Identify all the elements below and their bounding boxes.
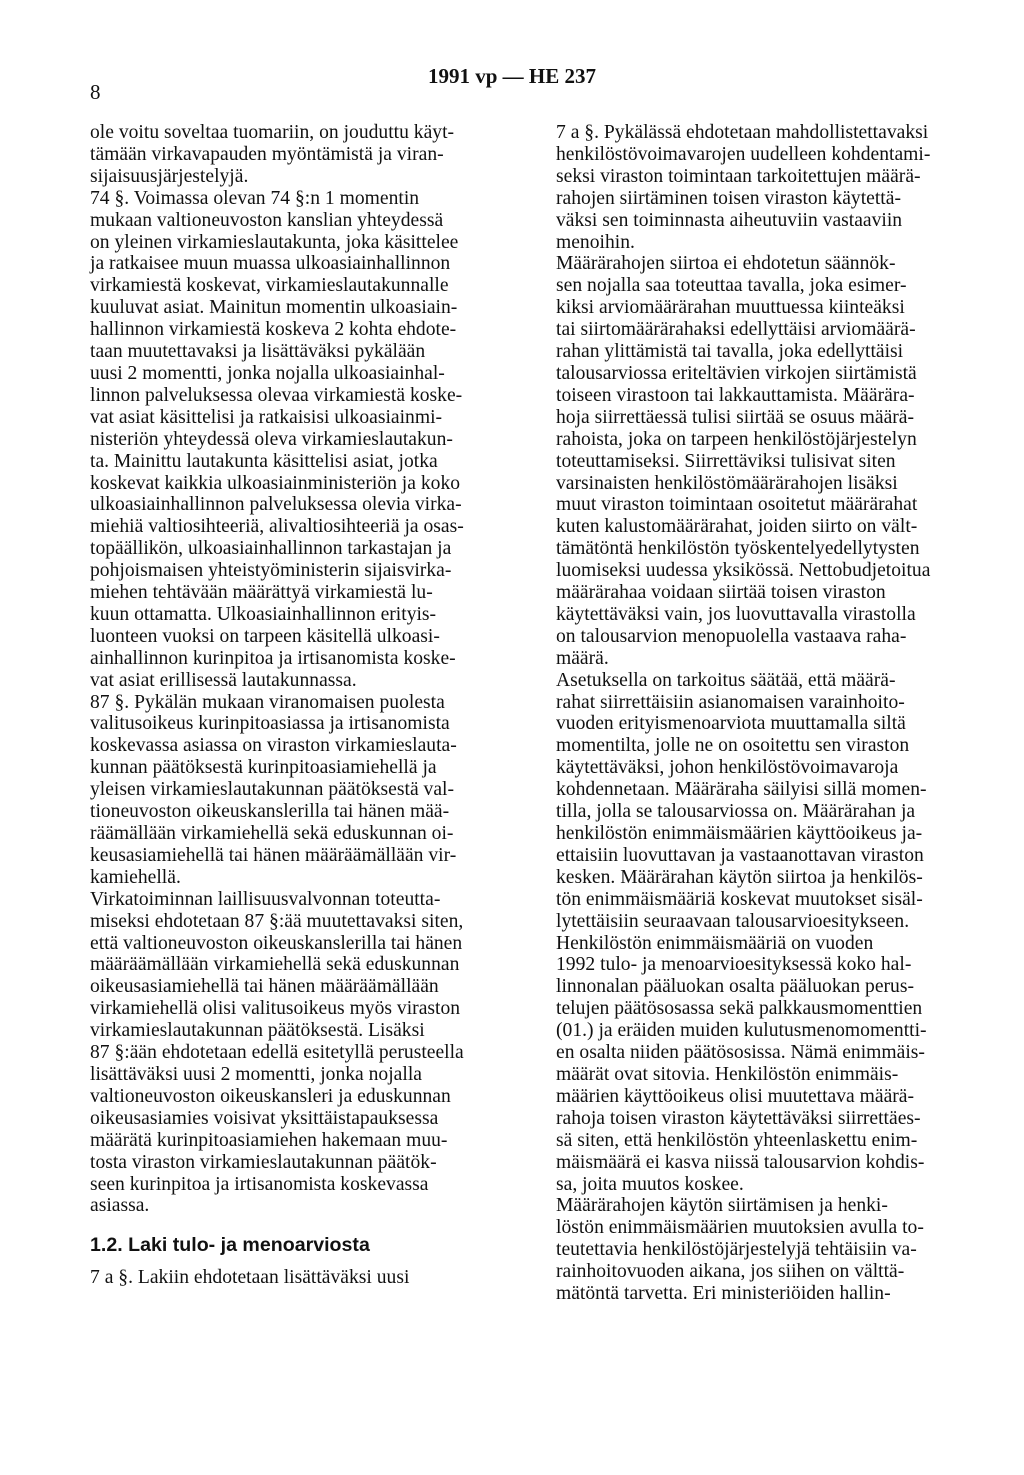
left-paragraph-1 bbox=[90, 122, 526, 188]
text-line: väksi sen toiminnasta aiheutuviin vastaaviin bbox=[556, 209, 903, 231]
text-line: 7 a §. Lakiin ehdotetaan lisättäväksi uusi bbox=[90, 1267, 410, 1289]
text-line: mätöntä tarvetta. Eri ministeriöiden hallin- bbox=[556, 1283, 891, 1305]
text-line: henkilöstövoimavarojen uudelleen kohdentami- bbox=[556, 143, 931, 165]
text-line: valitusoikeus kurinpitoasiassa ja irtisanomista bbox=[90, 713, 450, 735]
text-line: talousarviossa eriteltävien virkojen siirtämistä bbox=[556, 362, 917, 384]
text-line: ja ratkaisee muun muassa ulkoasiainhallinnon bbox=[90, 253, 451, 275]
text-line: teutettavia henkilöstöjärjestelyjä tehtäisiin va- bbox=[556, 1239, 917, 1261]
text-line: pohjoismaisen yhteistyöministerin sijaisvirka- bbox=[90, 560, 452, 582]
text-line: hoja siirrettäessä tulisi siirtää se osuus määrä- bbox=[556, 406, 915, 428]
text-line: (01.) ja eräiden muiden kulutusmenomomentti- bbox=[556, 1020, 927, 1042]
text-line: on talousarvion menopuolella vastaava raha- bbox=[556, 625, 907, 647]
text-line: tämään virkavapauden myöntämistä ja viran- bbox=[90, 143, 444, 165]
text-line: momentilta, jolle ne on osoitettu sen viraston bbox=[556, 735, 910, 757]
text-line: tön enimmäismääriä koskevat muutokset sisäl- bbox=[556, 888, 923, 910]
text-line: rainhoitovuoden aikana, jos siihen on välttä- bbox=[556, 1261, 905, 1283]
text-line: koskevassa asiassa on viraston virkamieslauta- bbox=[90, 735, 457, 757]
text-line: henkilöstön enimmäismäärien käyttöoikeus ja- bbox=[556, 823, 923, 844]
text-line: kiksi arviomäärärahan muuttuessa kiinteäksi bbox=[556, 297, 905, 319]
text-line: kuuluvat asiat. Mainitun momentin ulkoasiain- bbox=[90, 297, 458, 319]
text-line: linnon palveluksessa olevaa virkamiestä koske- bbox=[90, 384, 463, 406]
left-paragraph-4 bbox=[90, 889, 526, 1218]
text-line: kohdennetaan. Määräraha säilyisi sillä momen- bbox=[556, 779, 927, 801]
text-line: ulkoasiainhallinnon palveluksessa olevia virka- bbox=[90, 494, 462, 516]
text-line: sijaisuusjärjestelyjä. bbox=[90, 165, 249, 187]
text-line: ta. Mainittu lautakunta käsittelisi asiat, jotka bbox=[90, 450, 438, 472]
text-line: käytettäväksi, johon henkilöstövoimavaroja bbox=[556, 757, 899, 779]
text-line: Määrärahojen siirtoa ei ehdotetun säännök- bbox=[556, 253, 896, 275]
text-line: lytettäisiin seuraavaan talousarvioesitykseen. bbox=[556, 910, 910, 932]
text-line: Henkilöstön enimmäismääriä on vuoden bbox=[556, 932, 874, 954]
text-line: oikeusasiamies voisivat yksittäistapauksessa bbox=[90, 1107, 439, 1129]
page-number: 8 bbox=[90, 80, 101, 104]
section-heading: 1.2. Laki tulo- ja menoarviosta bbox=[90, 1234, 370, 1257]
text-line: telujen päätösosassa sekä palkkausmomenttien bbox=[556, 998, 923, 1020]
text-line: kuten kalustomäärärahat, joiden siirto on vält- bbox=[556, 516, 918, 538]
text-line: mukaan valtioneuvoston kanslian yhteydessä bbox=[90, 209, 444, 231]
text-line: taan muutettavaksi ja lisättäväksi pykälään bbox=[90, 341, 426, 363]
text-line: sa, joita muutos koskee. bbox=[556, 1173, 744, 1195]
text-line: keusasiamiehellä tai hänen määräämällään vir- bbox=[90, 844, 457, 866]
text-line: 74 §. Voimassa olevan 74 §:n 1 momentin bbox=[90, 187, 420, 209]
text-line: toteuttamiseksi. Siirrettäviksi tulisivat siten bbox=[556, 450, 896, 472]
right-paragraph-1 bbox=[556, 122, 992, 253]
text-line: Asetuksella on tarkoitus säätää, että määrä- bbox=[556, 669, 896, 691]
text-line: lisättäväksi uusi 2 momentti, jonka nojalla bbox=[90, 1063, 422, 1085]
text-line: rahat siirrettäisiin asianomaisen varainhoito- bbox=[556, 691, 905, 713]
text-line: kunnan päätöksestä kurinpitoasiamiehellä ja bbox=[90, 757, 437, 779]
text-line: vuoden erityismenoarviota muuttamalla siltä bbox=[556, 713, 906, 735]
text-line: vat asiat käsittelisi ja ratkaisisi ulkoasiainmi- bbox=[90, 406, 443, 428]
text-line: sen nojalla saa toteuttaa tavalla, joka esimer- bbox=[556, 275, 907, 297]
text-line: on yleinen virkamieslautakunta, joka käsittelee bbox=[90, 231, 459, 253]
text-line: Määrärahojen käytön siirtämisen ja henki- bbox=[556, 1195, 888, 1217]
text-line: nisteriön yhteydessä oleva virkamieslautakun- bbox=[90, 428, 453, 450]
text-line: ole voitu soveltaa tuomariin, on jouduttu käyt- bbox=[90, 122, 455, 143]
text-line: määräämällään virkamiehellä sekä eduskunnan bbox=[90, 954, 460, 976]
left-paragraph-2 bbox=[90, 188, 526, 692]
text-line: mäismäärä ei kasva niissä talousarvion kohdis- bbox=[556, 1151, 925, 1173]
text-line: sä siten, että henkilöstön yhteenlaskettu enim- bbox=[556, 1129, 918, 1151]
text-line: en osalta niiden päätösosissa. Nämä enimmäis- bbox=[556, 1042, 925, 1064]
text-line: miehiä valtiosihteeriä, alivaltiosihteeriä ja osas- bbox=[90, 516, 464, 538]
text-line: käytettäväksi vain, jos luovuttavalla virastolla bbox=[556, 603, 916, 625]
text-line: oikeusasiamiehellä tai hänen määräämällään bbox=[90, 976, 439, 998]
text-line: 7 a §. Pykälässä ehdotetaan mahdollistettavaksi bbox=[556, 122, 929, 143]
text-line: rahan ylittämistä tai tavalla, joka edellyttäisi bbox=[556, 341, 904, 363]
text-line: Virkatoiminnan laillisuusvalvonnan toteutta- bbox=[90, 888, 441, 910]
text-line: määrä. bbox=[556, 647, 609, 669]
text-line: luonteen vuoksi on tarpeen käsitellä ulkoasi- bbox=[90, 625, 440, 647]
text-line: tioneuvoston oikeuskanslerilla tai hänen mää- bbox=[90, 801, 450, 823]
text-line: topäällikön, ulkoasiainhallinnon tarkastajan ja bbox=[90, 538, 452, 560]
text-line: rahoja toisen viraston käytettäväksi siirrettäes- bbox=[556, 1107, 921, 1129]
right-column bbox=[556, 122, 992, 1305]
text-line: 87 §:ään ehdotetaan edellä esitetyllä perusteella bbox=[90, 1042, 464, 1064]
text-line: koskevat kaikkia ulkoasiainministeriön ja koko bbox=[90, 472, 461, 494]
running-header: 1991 vp — HE 237 bbox=[427, 64, 597, 88]
text-line: miseksi ehdotetaan 87 §:ää muutettavaksi siten, bbox=[90, 910, 464, 932]
text-line: virkamiehellä olisi valitusoikeus myös viraston bbox=[90, 998, 461, 1020]
right-paragraph-3 bbox=[556, 670, 992, 933]
text-line: yleisen virkamieslautakunnan päätöksestä val- bbox=[90, 779, 454, 801]
text-line: toiseen virastoon tai lakkauttamista. Määrära- bbox=[556, 384, 915, 406]
text-line: kesken. Määrärahan käytön siirtoa ja henkilös- bbox=[556, 866, 923, 888]
text-line: virkamieslautakunnan päätöksestä. Lisäksi bbox=[90, 1020, 425, 1042]
text-line: määrätä kurinpitoasiamiehen hakemaan muu- bbox=[90, 1129, 448, 1151]
text-line: rahoista, joka on tarpeen henkilöstöjärjestelyn bbox=[556, 428, 917, 450]
text-line: että valtioneuvoston oikeuskanslerilla tai hänen bbox=[90, 932, 463, 954]
text-line: määrät ovat sitovia. Henkilöstön enimmäis- bbox=[556, 1063, 899, 1085]
text-line: 87 §. Pykälän mukaan viranomaisen puolesta bbox=[90, 691, 445, 713]
text-line: määrien käyttöoikeus olisi muutettava määrä- bbox=[556, 1085, 915, 1107]
text-line: seen kurinpitoa ja irtisanomista koskevassa bbox=[90, 1173, 429, 1195]
text-line: räämällään virkamiehellä sekä eduskunnan oi- bbox=[90, 823, 454, 844]
text-line: määrärahaa voidaan siirtää toisen viraston bbox=[556, 582, 886, 604]
text-line: ainhallinnon kurinpitoa ja irtisanomista koske- bbox=[90, 647, 456, 669]
text-line: muut viraston toimintaan osoitetut määrärahat bbox=[556, 494, 918, 516]
text-line: linnonalan pääluokan osalta pääluokan perus- bbox=[556, 976, 915, 998]
text-line: tosta viraston virkamieslautakunnan päätök- bbox=[90, 1151, 437, 1173]
text-line: varsinaisten henkilöstömäärärahojen lisäksi bbox=[556, 472, 898, 494]
text-line: kamiehellä. bbox=[90, 866, 181, 888]
right-paragraph-4 bbox=[556, 933, 992, 1196]
text-line: luomiseksi uudessa yksikössä. Nettobudjetoitua bbox=[556, 560, 931, 582]
text-line: virkamiestä koskevat, virkamieslautakunnalle bbox=[90, 275, 449, 297]
text-line: ettaisiin luovuttavan ja vastaanottavan viraston bbox=[556, 844, 924, 866]
text-line: rahojen siirtäminen toisen viraston käytettä- bbox=[556, 187, 901, 209]
right-paragraph-2 bbox=[556, 253, 992, 669]
text-line: asiassa. bbox=[90, 1195, 150, 1217]
text-line: vat asiat erillisessä lautakunnassa. bbox=[90, 669, 357, 691]
left-paragraph-3 bbox=[90, 692, 526, 889]
text-line: kuun ottamatta. Ulkoasiainhallinnon erityis- bbox=[90, 603, 437, 625]
text-line: tai siirtomäärärahaksi edellyttäisi arviomäärä- bbox=[556, 319, 916, 341]
left-column bbox=[90, 122, 526, 1289]
text-line: 1992 tulo- ja menoarvioesityksessä koko hal- bbox=[556, 954, 912, 976]
text-line: uusi 2 momentti, jonka nojalla ulkoasiainhal- bbox=[90, 362, 445, 384]
text-line: seksi viraston toimintaan tarkoitettujen määrä- bbox=[556, 165, 921, 187]
text-line: hallinnon virkamiestä koskeva 2 kohta ehdote- bbox=[90, 319, 457, 341]
text-line: tilla, jolla se talousarviossa on. Määrärahan ja bbox=[556, 801, 916, 823]
text-line: löstön enimmäismäärien muutoksien avulla to- bbox=[556, 1217, 924, 1239]
text-line: miehen tehtävään määrättyä virkamiestä lu- bbox=[90, 582, 433, 604]
right-paragraph-5 bbox=[556, 1195, 992, 1305]
text-line: valtioneuvoston oikeuskansleri ja eduskunnan bbox=[90, 1085, 451, 1107]
left-paragraph-5 bbox=[90, 1267, 526, 1289]
text-line: menoihin. bbox=[556, 231, 635, 253]
text-line: tämätöntä henkilöstön työskentelyedellytysten bbox=[556, 538, 920, 560]
